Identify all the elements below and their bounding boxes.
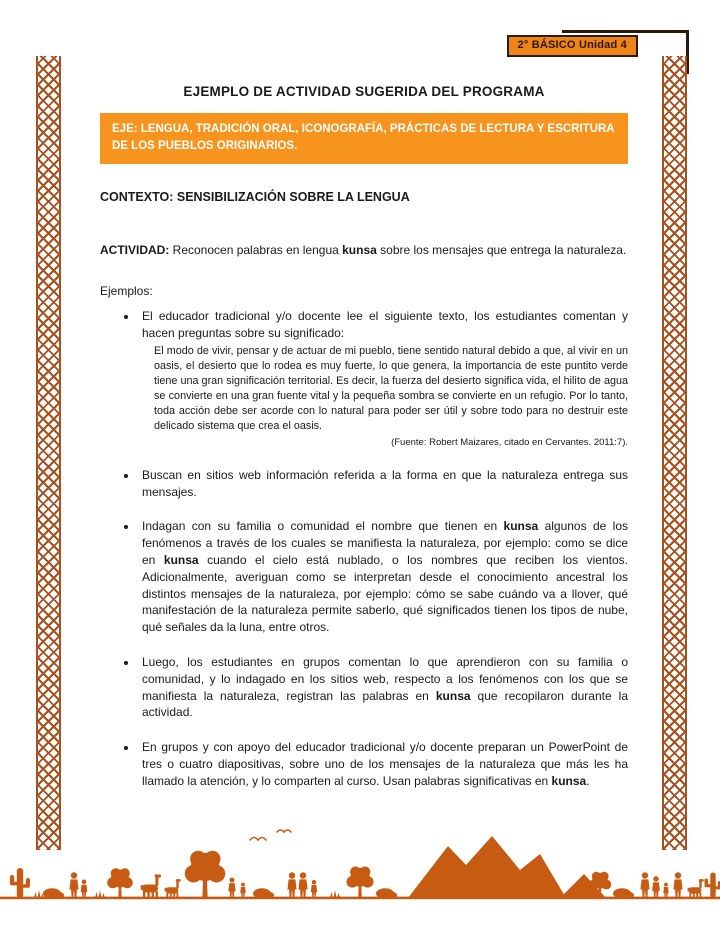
list-item-text: • Indagan con su familia o comunidad el nombre que tienen en kunsa algunos de los fenómenos a través de los cuales se manifiesta la naturaleza, por ejemplo: como se dice en kunsa cuando el cielo está nublado, o los nombres que reciben los vientos. Adicionalmente, averiguan como se interpretan desde el conocimiento ancestral los distintos mensajes de la naturaleza, por ejemplo: cómo se sabe cuándo va a llover, qué manifestación de la naturaleza permite saberlo, qué significados tienen los tipos de nube, qué señales da la luna, entre otros. [142, 519, 629, 635]
bird-icon [277, 830, 291, 832]
bush-silhouette [376, 888, 397, 899]
ejemplos-label: Ejemplos: [100, 284, 153, 299]
quote-block: El modo de vivir, pensar y de actuar de mi pueblo, tiene sentido natural debido a que, al vivir en un oasis, el desierto que lo rodea es muy fuerte, lo que genera, la importancia de este puntito verde tiene una gran significación territorial. Es decir, la fuerza del desierto significa vida, el hilito de agua se convierte en una gran fuente vital y la pequeña sombra se convierte en un refugio. Por lo tanto, toda acción debe ser acorde con lo natural para poder ser útil y sobre todo para no destruir este delicado sistema que crea el oasis. [154, 344, 628, 433]
list-item [138, 308, 628, 449]
list-item-text: • Luego, los estudiantes en grupos comentan lo que aprendieron con su familia o comunidad, y lo indagado en los sitios web, respecto a los fenómenos con los que se manifiesta la naturaleza, registran las palabras en kunsa que recopilaron durante la actividad. [142, 655, 628, 720]
landscape-silhouettes-svg [0, 818, 720, 910]
llama-silhouette [165, 879, 181, 898]
unit-badge: 2° BÁSICO Unidad 4 [507, 35, 638, 57]
big-tree-silhouette [185, 851, 226, 898]
bush-silhouette [253, 888, 274, 899]
people-silhouette [287, 872, 317, 898]
andean-landscape-illustration [0, 818, 720, 910]
tree-silhouette [107, 868, 133, 898]
bush-silhouette [43, 888, 64, 899]
tree-silhouette [347, 867, 374, 899]
people-silhouette [228, 877, 245, 898]
list-item [138, 654, 628, 721]
quote-source: (Fuente: Robert Maizares, citado en Cervantes. 2011:7). [391, 436, 628, 448]
contexto-heading: CONTEXTO: SENSIBILIZACIÓN SOBRE LA LENGUA [100, 189, 410, 204]
eje-banner: EJE: LENGUA, TRADICIÓN ORAL, ICONOGRAFÍA, PRÁCTICAS DE LECTURA Y ESCRITURA DE LOS PUEBLOS ORIGINARIOS. [100, 113, 628, 164]
mountains-silhouette [408, 836, 566, 898]
llama-silhouette [688, 879, 704, 898]
list-item-text: • El educador tradicional y/o docente lee el siguiente texto, los estudiantes comentan y hacen preguntas sobre su significado: [142, 309, 628, 341]
people-silhouette [640, 872, 682, 898]
list-item [138, 467, 628, 501]
bush-silhouette [613, 888, 634, 899]
right-textile-ornament-border [662, 56, 687, 850]
left-textile-ornament-border [36, 56, 61, 850]
activity-list [100, 308, 628, 789]
cactus-silhouette [10, 868, 30, 898]
actividad-paragraph: ACTIVIDAD: Reconocen palabras en lengua kunsa sobre los mensajes que entrega la naturaleza. [100, 242, 627, 257]
list-item-text: • Buscan en sitios web información referida a la forma en que la naturaleza entrega sus mensajes. [142, 467, 628, 499]
list-item [138, 739, 628, 789]
bird-icon [250, 838, 266, 841]
list-item-text: • En grupos y con apoyo del educador tradicional y/o docente preparan un PowerPoint de tres o cuatro diapositivas, sobre uno de los mensajes de la naturaleza que más les ha llamado la atención, y lo comparten al curso. Usan palabras significativas en kunsa. [142, 740, 628, 788]
corner-rule-horizontal [562, 30, 689, 33]
llama-silhouette [141, 874, 161, 898]
page-title: EJEMPLO DE ACTIVIDAD SUGERIDA DEL PROGRAMA [183, 84, 545, 99]
people-silhouette [69, 872, 87, 898]
document-content [100, 84, 628, 808]
list-item [138, 518, 628, 636]
cactus-silhouette [705, 873, 720, 899]
